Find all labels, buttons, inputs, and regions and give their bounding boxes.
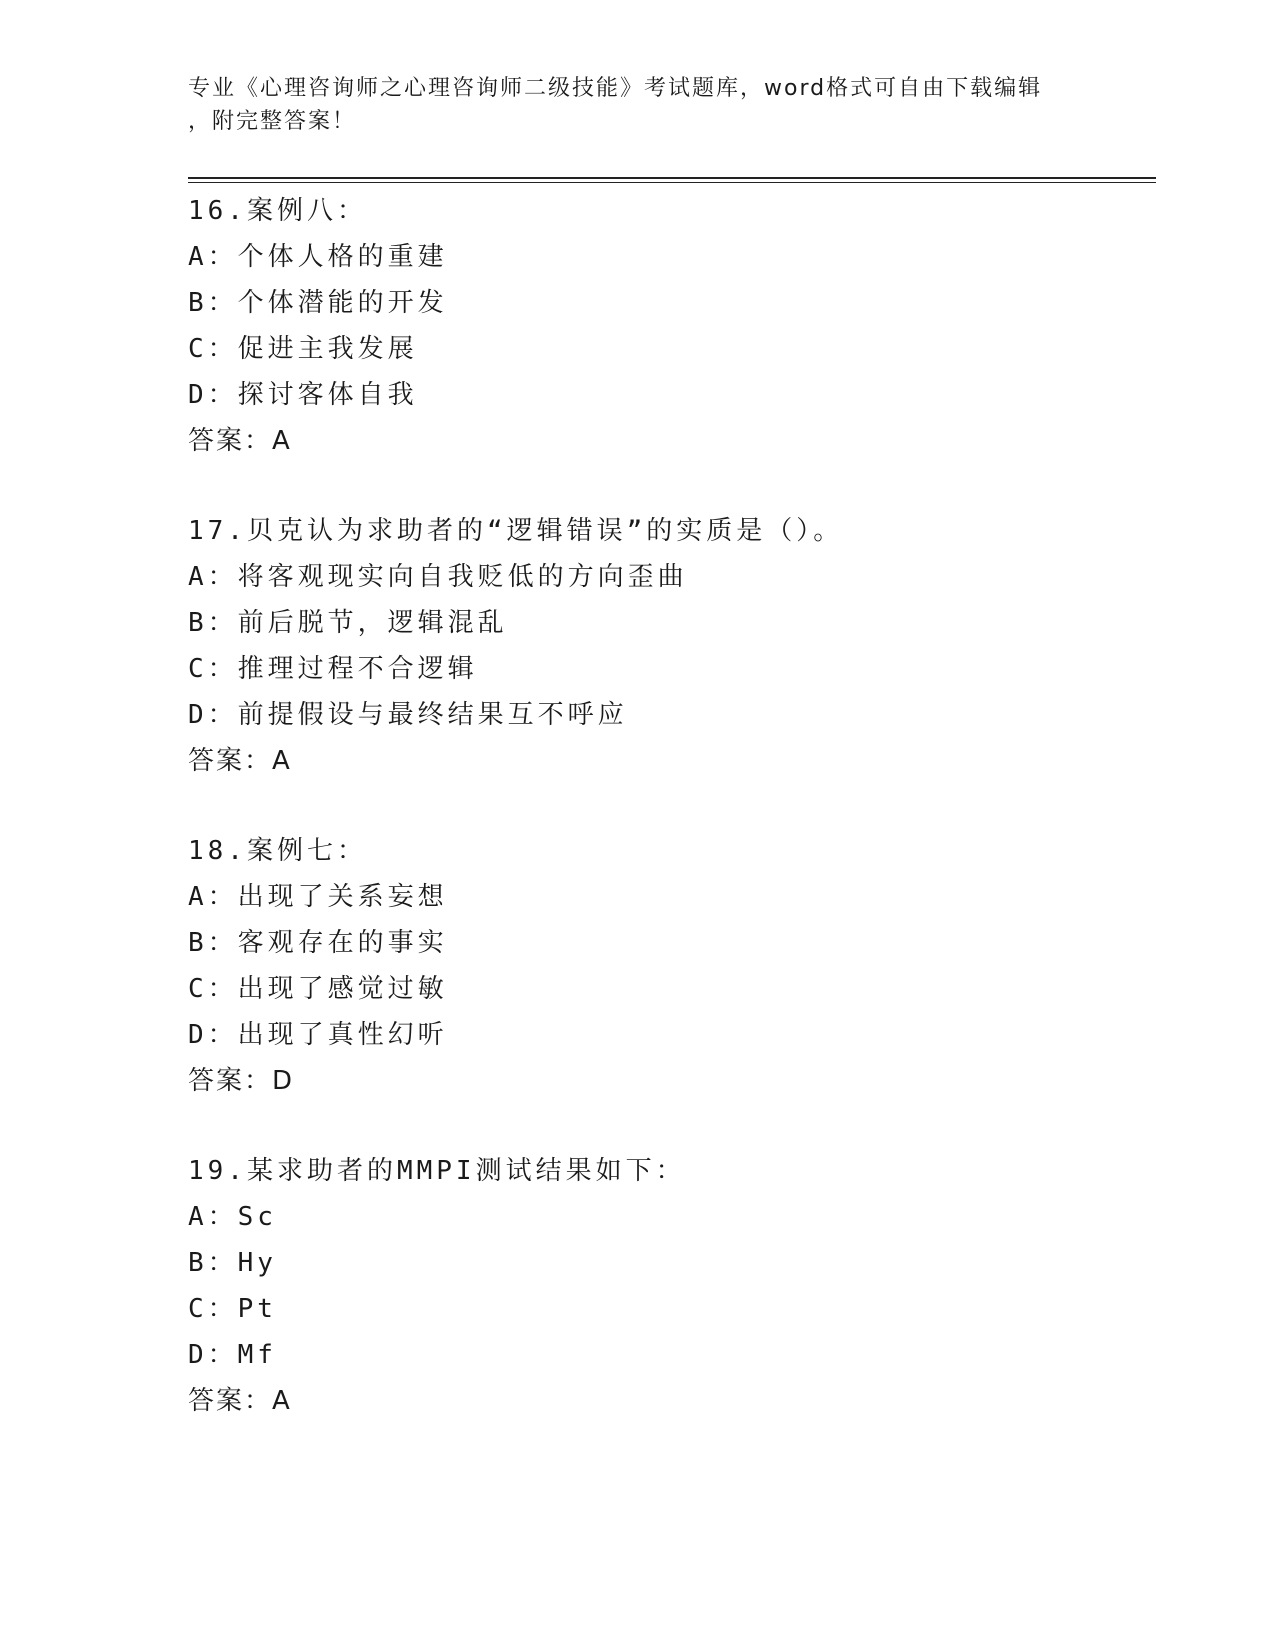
question-stem: 17.贝克认为求助者的“逻辑错误”的实质是（）。 xyxy=(188,516,844,546)
document-header xyxy=(188,72,1088,138)
option-b: B：前后脱节，逻辑混乱 xyxy=(188,608,508,638)
option-d: D：Mf xyxy=(188,1340,277,1370)
option-b: B：Hy xyxy=(188,1248,277,1278)
option-a: A：将客观现实向自我贬低的方向歪曲 xyxy=(188,562,688,592)
option-c: C：推理过程不合逻辑 xyxy=(188,654,478,684)
option-a: A：出现了关系妄想 xyxy=(188,882,448,912)
header-line-1: 专业《心理咨询师之心理咨询师二级技能》考试题库，word格式可自由下载编辑 xyxy=(188,76,1043,101)
option-b: B：个体潜能的开发 xyxy=(188,288,448,318)
header-divider-thick xyxy=(188,177,1156,179)
question-stem: 19.某求助者的MMPI测试结果如下： xyxy=(188,1156,686,1186)
question-stem: 16.案例八： xyxy=(188,196,367,226)
option-d: D：探讨客体自我 xyxy=(188,380,418,410)
option-c: C：促进主我发展 xyxy=(188,334,418,364)
question-16 xyxy=(188,188,1148,464)
answer-label: 答案：A xyxy=(188,746,292,776)
question-18 xyxy=(188,828,1148,1104)
option-c: C：Pt xyxy=(188,1294,277,1324)
option-d: D：出现了真性幻听 xyxy=(188,1020,448,1050)
question-stem: 18.案例七： xyxy=(188,836,367,866)
option-d: D：前提假设与最终结果互不呼应 xyxy=(188,700,628,730)
option-a: A：个体人格的重建 xyxy=(188,242,448,272)
question-19 xyxy=(188,1148,1148,1424)
option-a: A：Sc xyxy=(188,1202,277,1232)
header-divider-thin xyxy=(188,182,1156,183)
question-17 xyxy=(188,508,1148,784)
option-c: C：出现了感觉过敏 xyxy=(188,974,448,1004)
option-b: B：客观存在的事实 xyxy=(188,928,448,958)
answer-label: 答案：D xyxy=(188,1066,295,1096)
answer-label: 答案：A xyxy=(188,426,292,456)
answer-label: 答案：A xyxy=(188,1386,292,1416)
header-line-2: ，附完整答案！ xyxy=(188,109,357,134)
